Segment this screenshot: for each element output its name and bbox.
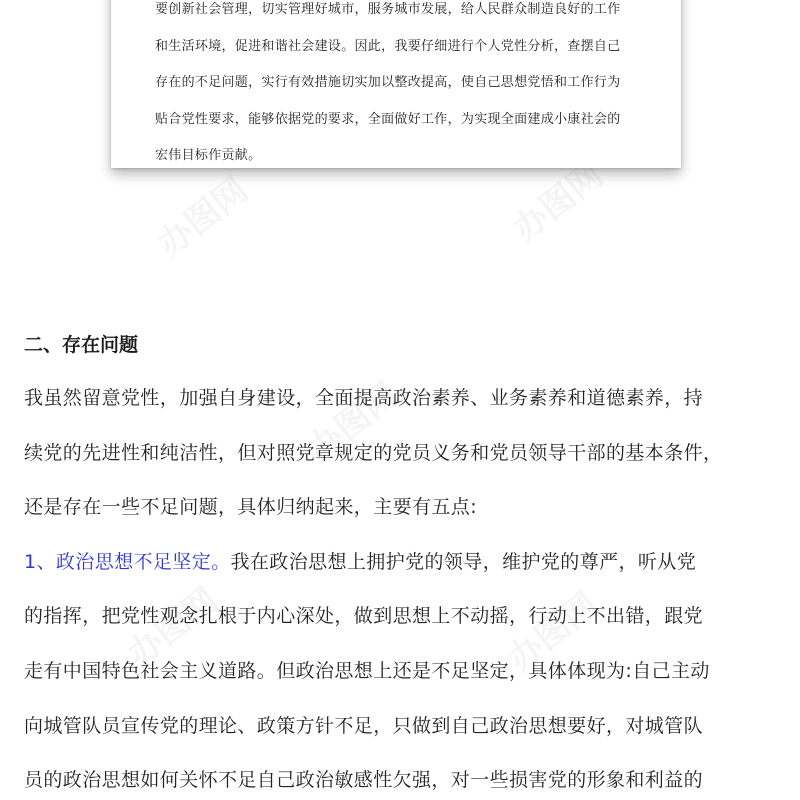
body-text [24, 385, 784, 800]
paragraph-line: 的指挥，把党性观念扎根于内心深处，做到思想上不动摇，行动上不出错，跟党 [24, 605, 704, 628]
paragraph-line: 续党的先进性和纯洁性，但对照党章规定的党员义务和党员领导干部的基本条件， [24, 441, 723, 464]
card-text-line: 宏伟目标作贡献。 [155, 148, 262, 163]
paragraph-line: 向城管队员宣传党的理论、政策方针不足，只做到自己政治思想要好，对城管队 [24, 714, 704, 737]
watermark [146, 164, 257, 265]
document-card [111, 0, 681, 168]
paragraph-line: 走有中国特色社会主义道路。但政治思想上还是不足坚定，具体体现为:自己主动 [24, 659, 710, 682]
card-text-line: 存在的不足问题，实行有效措施切实加以整改提高，使自己思想党悟和工作行为 [155, 75, 621, 90]
card-text-line: 贴合党性要求，能够依据党的要求，全面做好工作，为实现全面建成小康社会的 [155, 111, 621, 127]
paragraph-line: 还是存在一些不足问题，具体归纳起来，主要有五点: [24, 496, 478, 519]
paragraph-line: 我虽然留意党性，加强自身建设，全面提高政治素养、业务素养和道德素养，持 [24, 387, 704, 409]
section-title: 二、存在问题 [24, 334, 139, 356]
item-heading: 1、政治思想不足坚定。 [24, 550, 231, 573]
item-text: 我在政治思想上拥护党的领导，维护党的尊严，听从党 [230, 550, 697, 573]
card-text-line: 和生活环境，促进和谐社会建设。因此，我要仔细进行个人党性分析，查摆自己 [155, 38, 621, 54]
paragraph-line: 员的政治思想如何关怀不足自己政治敏感性欠强，对一些损害党的形象和利益的 [24, 769, 704, 792]
list-item-1 [24, 549, 784, 604]
card-text-line: 要创新社会管理，切实管理好城市，服务城市发展，给人民群众制造良好的工作 [155, 2, 621, 17]
